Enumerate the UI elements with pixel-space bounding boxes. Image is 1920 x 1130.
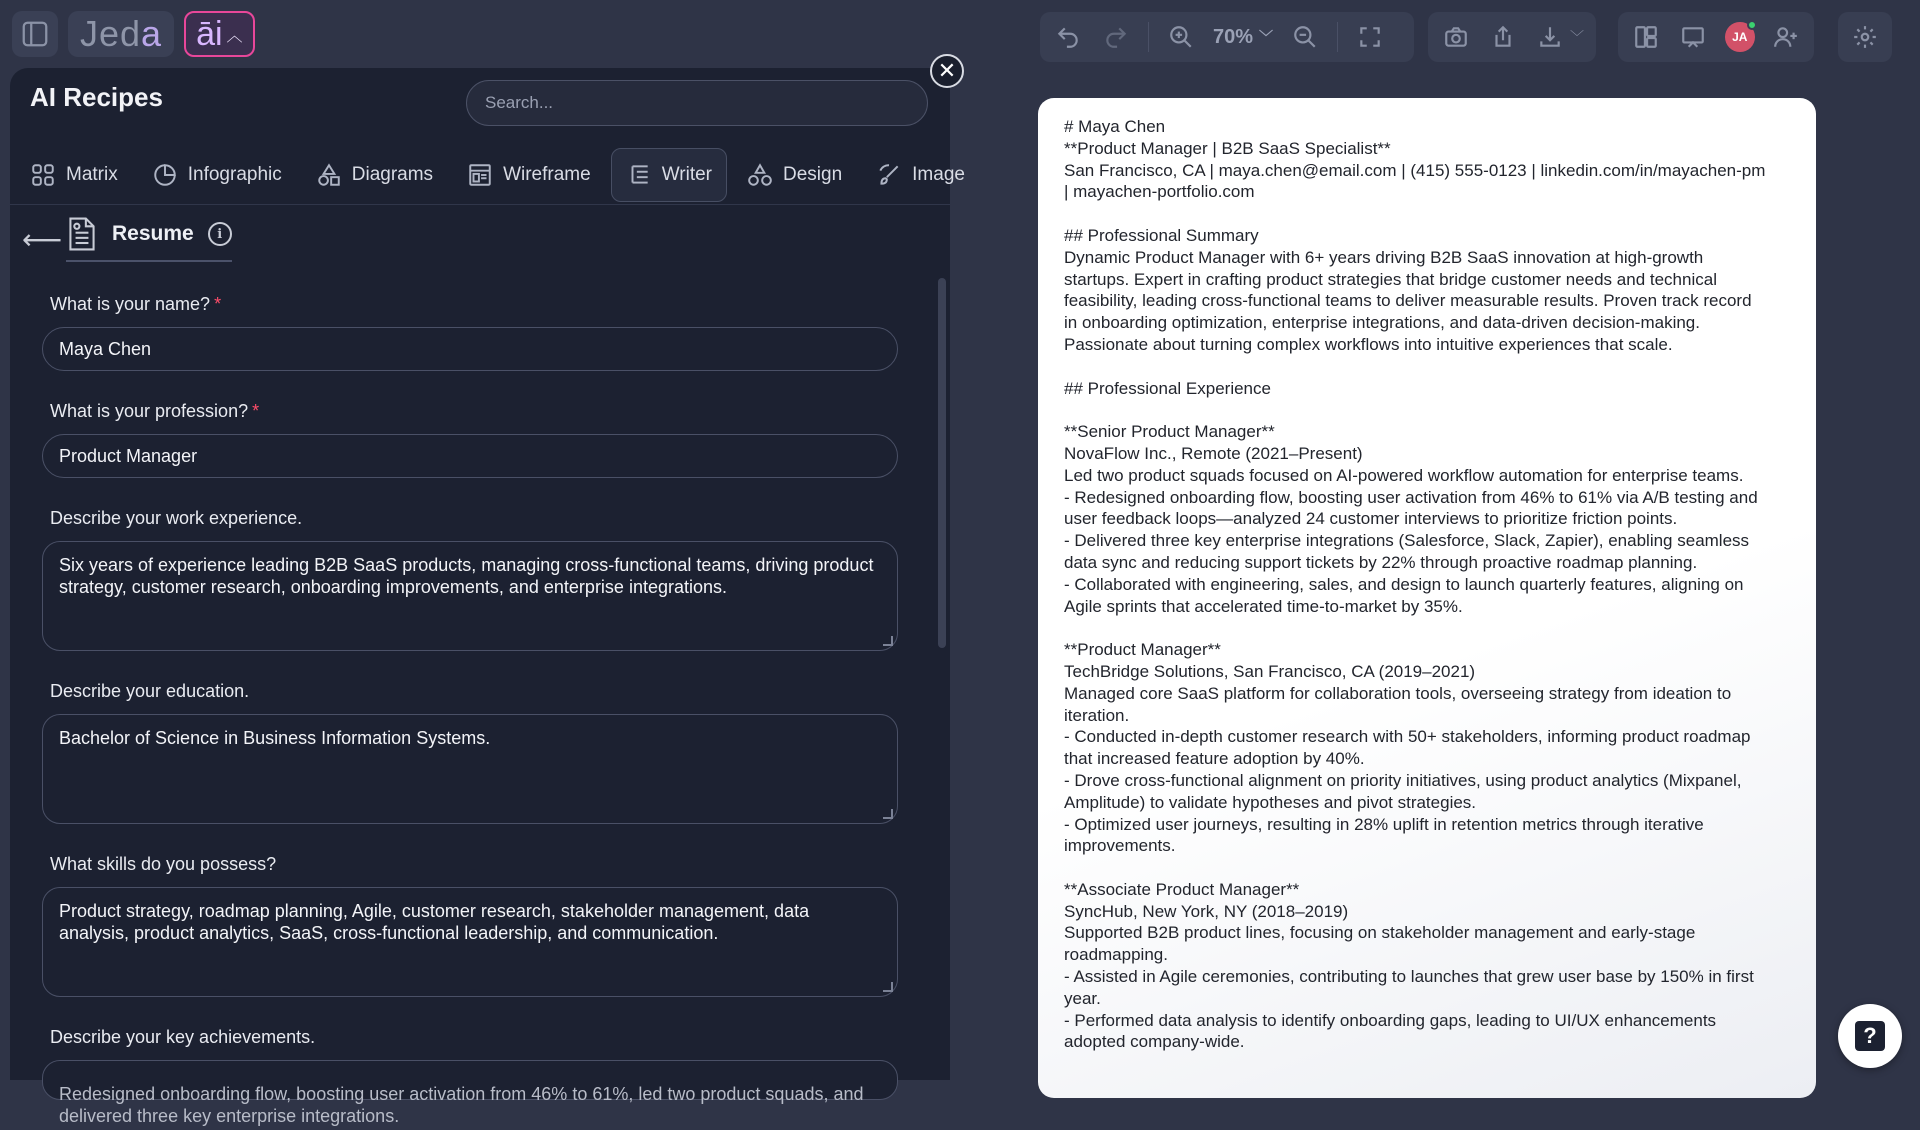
achievements-label: Describe your key achievements. xyxy=(50,1027,316,1047)
presentation-icon[interactable] xyxy=(1677,21,1708,53)
ai-recipes-panel xyxy=(10,68,965,1126)
document-line: San Francisco, CA | maya.chen@email.com | (415) 555-0123 | linkedin.com/in/mayachen-pm xyxy=(1064,160,1766,180)
document-line: - Assisted in Agile ceremonies, contributing to launches that grew user base by 150% in first xyxy=(1064,967,1754,987)
tab-label: Writer xyxy=(661,164,712,185)
wireframe-icon xyxy=(467,162,493,188)
document-line: in onboarding optimization, enterprise integrations, and data-driven decision-making. xyxy=(1064,313,1700,333)
document-line: **Product Manager | B2B SaaS Specialist** xyxy=(1064,138,1391,158)
tab-label: Wireframe xyxy=(503,164,591,185)
tab-infographic[interactable] xyxy=(138,148,296,202)
pie-chart-icon xyxy=(152,162,178,188)
undo-icon[interactable] xyxy=(1052,21,1084,53)
logo-text-accent: a xyxy=(141,13,163,54)
tab-diagrams[interactable] xyxy=(302,148,447,202)
help-button[interactable] xyxy=(1838,1004,1902,1068)
document-line: - Delivered three key enterprise integrations (Salesforce, Slack, Zapier), enabling seamless xyxy=(1064,531,1750,551)
view-toolbar xyxy=(1618,12,1814,62)
document-line: - Conducted in-depth customer research with 50+ stakeholders, informing product roadmap xyxy=(1064,727,1751,747)
edit-toolbar xyxy=(1040,12,1414,62)
add-user-icon[interactable] xyxy=(1771,21,1802,53)
chevron-up-icon: ︿ xyxy=(226,27,243,45)
brush-icon xyxy=(876,162,902,188)
design-shapes-icon xyxy=(747,162,773,188)
jeda-logo[interactable] xyxy=(68,11,174,57)
resize-handle[interactable] xyxy=(883,636,893,646)
textarea-value: Product strategy, roadmap planning, Agile, customer research, stakeholder management, data analysis, product analytics, SaaS, cross-functional leadership, and communication. xyxy=(59,901,810,943)
share-upload-icon[interactable] xyxy=(1487,21,1518,53)
document-line xyxy=(1064,203,1790,225)
document-line xyxy=(1064,857,1790,879)
resume-form xyxy=(42,294,910,1130)
download-icon[interactable] xyxy=(1535,21,1566,53)
text-lines-icon xyxy=(626,162,652,188)
recipe-header xyxy=(22,216,232,262)
document-line: improvements. xyxy=(1064,836,1176,856)
tab-writer[interactable] xyxy=(611,148,727,202)
sidebar-icon xyxy=(20,19,50,49)
export-toolbar xyxy=(1428,12,1596,62)
document-line xyxy=(1064,399,1790,421)
recipe-name: Resume xyxy=(112,222,194,245)
tab-image[interactable] xyxy=(862,148,979,202)
document-line: - Optimized user journeys, resulting in 28% uplift in retention metrics through iterative xyxy=(1064,814,1704,834)
shapes-icon xyxy=(316,162,342,188)
zoom-in-icon[interactable] xyxy=(1165,21,1197,53)
document-line: NovaFlow Inc., Remote (2021–Present) xyxy=(1064,443,1363,463)
tab-label: Design xyxy=(783,164,843,185)
resize-handle[interactable] xyxy=(883,809,893,819)
document-icon xyxy=(66,216,98,252)
document-line: **Senior Product Manager** xyxy=(1064,422,1275,442)
redo-icon[interactable] xyxy=(1100,21,1132,53)
name-input[interactable]: Maya Chen xyxy=(42,327,898,371)
ai-label: āi xyxy=(196,14,223,53)
sidebar-toggle-button[interactable] xyxy=(12,11,58,57)
layout-panels-icon[interactable] xyxy=(1630,21,1661,53)
ai-menu-button[interactable] xyxy=(184,11,254,57)
chevron-down-icon: ﹀ xyxy=(1259,29,1274,45)
work-experience-textarea[interactable] xyxy=(42,541,898,651)
tab-label: Infographic xyxy=(187,164,282,185)
document-line: feasibility, leading cross-functional teams to deliver measurable results. Proven track record xyxy=(1064,291,1752,311)
toolbar-divider xyxy=(1337,22,1338,52)
tab-label: Diagrams xyxy=(351,164,434,185)
tab-wireframe[interactable] xyxy=(453,148,605,202)
required-marker: * xyxy=(214,294,222,314)
textarea-value: Bachelor of Science in Business Information Systems. xyxy=(59,728,491,748)
achievements-textarea[interactable] xyxy=(42,1060,898,1126)
recipe-title xyxy=(66,216,232,262)
textarea-value: Redesigned onboarding flow, boosting user activation from 46% to 61%, led two product squads, and delivered three key enterprise integrations. xyxy=(59,1084,864,1126)
document-line: Amplitude) to validate hypotheses and pivot strategies. xyxy=(1064,792,1477,812)
toolbar-divider xyxy=(1148,22,1149,52)
chevron-down-icon[interactable]: ﹀ xyxy=(1569,29,1584,45)
field-label-text: What is your name? xyxy=(50,294,211,314)
document-line: ## Professional Experience xyxy=(1064,378,1271,398)
resize-handle[interactable] xyxy=(883,982,893,992)
zoom-out-icon[interactable] xyxy=(1289,21,1321,53)
required-marker: * xyxy=(252,401,260,421)
document-line: SyncHub, New York, NY (2018–2019) xyxy=(1064,901,1349,921)
document-line: - Redesigned onboarding flow, boosting user activation from 46% to 61% via A/B testing and xyxy=(1064,487,1758,507)
tab-design[interactable] xyxy=(733,148,856,202)
close-icon: ✕ xyxy=(937,58,957,83)
document-line: adopted company-wide. xyxy=(1064,1032,1245,1052)
settings-toolbar xyxy=(1838,12,1892,62)
close-panel-button[interactable] xyxy=(930,54,964,88)
textarea-value: Six years of experience leading B2B SaaS products, managing cross-functional teams, driving product strategy, customer research, onboarding improvements, and enterprise integrations. xyxy=(59,555,874,597)
document-line: # Maya Chen xyxy=(1064,117,1166,136)
document-line: data sync and reducing support tickets by 22% through proactive roadmap planning. xyxy=(1064,552,1698,572)
document-line: - Collaborated with engineering, sales, and design to launch quarterly features, aligning on xyxy=(1064,574,1744,594)
user-avatar[interactable] xyxy=(1725,22,1755,52)
zoom-level: 70% xyxy=(1213,25,1254,48)
tabs-divider xyxy=(10,204,950,205)
info-icon[interactable]: i xyxy=(208,222,232,246)
document-line: Passionate about turning complex workflows into intuitive experiences that scale. xyxy=(1064,334,1673,354)
document-line: user feedback loops—analyzed 24 customer interviews to prioritize friction points. xyxy=(1064,509,1678,529)
document-line: - Drove cross-functional alignment on priority initiatives, using product analytics (Mixpanel, xyxy=(1064,770,1742,790)
user-initials: JA xyxy=(1732,30,1748,44)
document-text xyxy=(1064,116,1790,1053)
document-line: ## Professional Summary xyxy=(1064,225,1259,245)
document-line: year. xyxy=(1064,988,1101,1008)
education-label: Describe your education. xyxy=(50,681,250,701)
work-experience-label: Describe your work experience. xyxy=(50,508,303,528)
back-arrow-icon[interactable]: ⟵ xyxy=(22,223,63,255)
gear-icon[interactable] xyxy=(1849,21,1881,53)
tab-label: Image xyxy=(912,164,965,185)
recipe-search-input[interactable] xyxy=(466,80,928,126)
zoom-level-dropdown[interactable] xyxy=(1213,26,1273,49)
document-line: Supported B2B product lines, focusing on stakeholder management and early-stage xyxy=(1064,923,1696,943)
document-line: Dynamic Product Manager with 6+ years driving B2B SaaS innovation at high-growth xyxy=(1064,247,1704,267)
panel-title: AI Recipes xyxy=(30,82,163,112)
online-status-dot xyxy=(1747,20,1757,30)
document-line: - Performed data analysis to identify onboarding gaps, leading to UI/UX enhancements xyxy=(1064,1010,1717,1030)
name-label xyxy=(50,294,910,315)
document-line: Agile sprints that accelerated time-to-market by 35%. xyxy=(1064,596,1463,616)
document-line: startups. Expert in crafting product strategies that bridge customer needs and technical xyxy=(1064,269,1717,289)
panel-scrollbar[interactable] xyxy=(938,278,946,648)
document-line: **Associate Product Manager** xyxy=(1064,879,1300,899)
document-line: roadmapping. xyxy=(1064,945,1168,965)
field-label-text: What is your profession? xyxy=(50,401,249,421)
document-line: Led two product squads focused on AI-powered workflow automation for enterprise teams. xyxy=(1064,465,1744,485)
skills-label: What skills do you possess? xyxy=(50,854,277,874)
profession-label xyxy=(50,401,910,422)
skills-textarea[interactable] xyxy=(42,887,898,997)
grid-icon xyxy=(30,162,56,188)
tab-matrix[interactable] xyxy=(16,148,132,202)
document-line: that increased feature adoption by 40%. xyxy=(1064,749,1365,769)
profession-input[interactable]: Product Manager xyxy=(42,434,898,478)
fit-screen-icon[interactable] xyxy=(1354,21,1386,53)
education-textarea[interactable] xyxy=(42,714,898,824)
document-line: **Product Manager** xyxy=(1064,640,1221,660)
document-line: iteration. xyxy=(1064,705,1130,725)
resume-document[interactable] xyxy=(1038,98,1816,1098)
camera-icon[interactable] xyxy=(1440,21,1471,53)
logo-text: Jed xyxy=(80,13,142,54)
document-line xyxy=(1064,356,1790,378)
recipe-category-tabs xyxy=(16,148,979,202)
document-line: Managed core SaaS platform for collaboration tools, overseeing strategy from ideation to xyxy=(1064,683,1732,703)
tab-label: Matrix xyxy=(66,164,118,185)
document-line xyxy=(1064,617,1790,639)
document-line: TechBridge Solutions, San Francisco, CA (2019–2021) xyxy=(1064,661,1476,681)
document-line: | mayachen-portfolio.com xyxy=(1064,182,1255,202)
app-bar xyxy=(12,10,255,58)
help-icon: ? xyxy=(1855,1021,1885,1051)
